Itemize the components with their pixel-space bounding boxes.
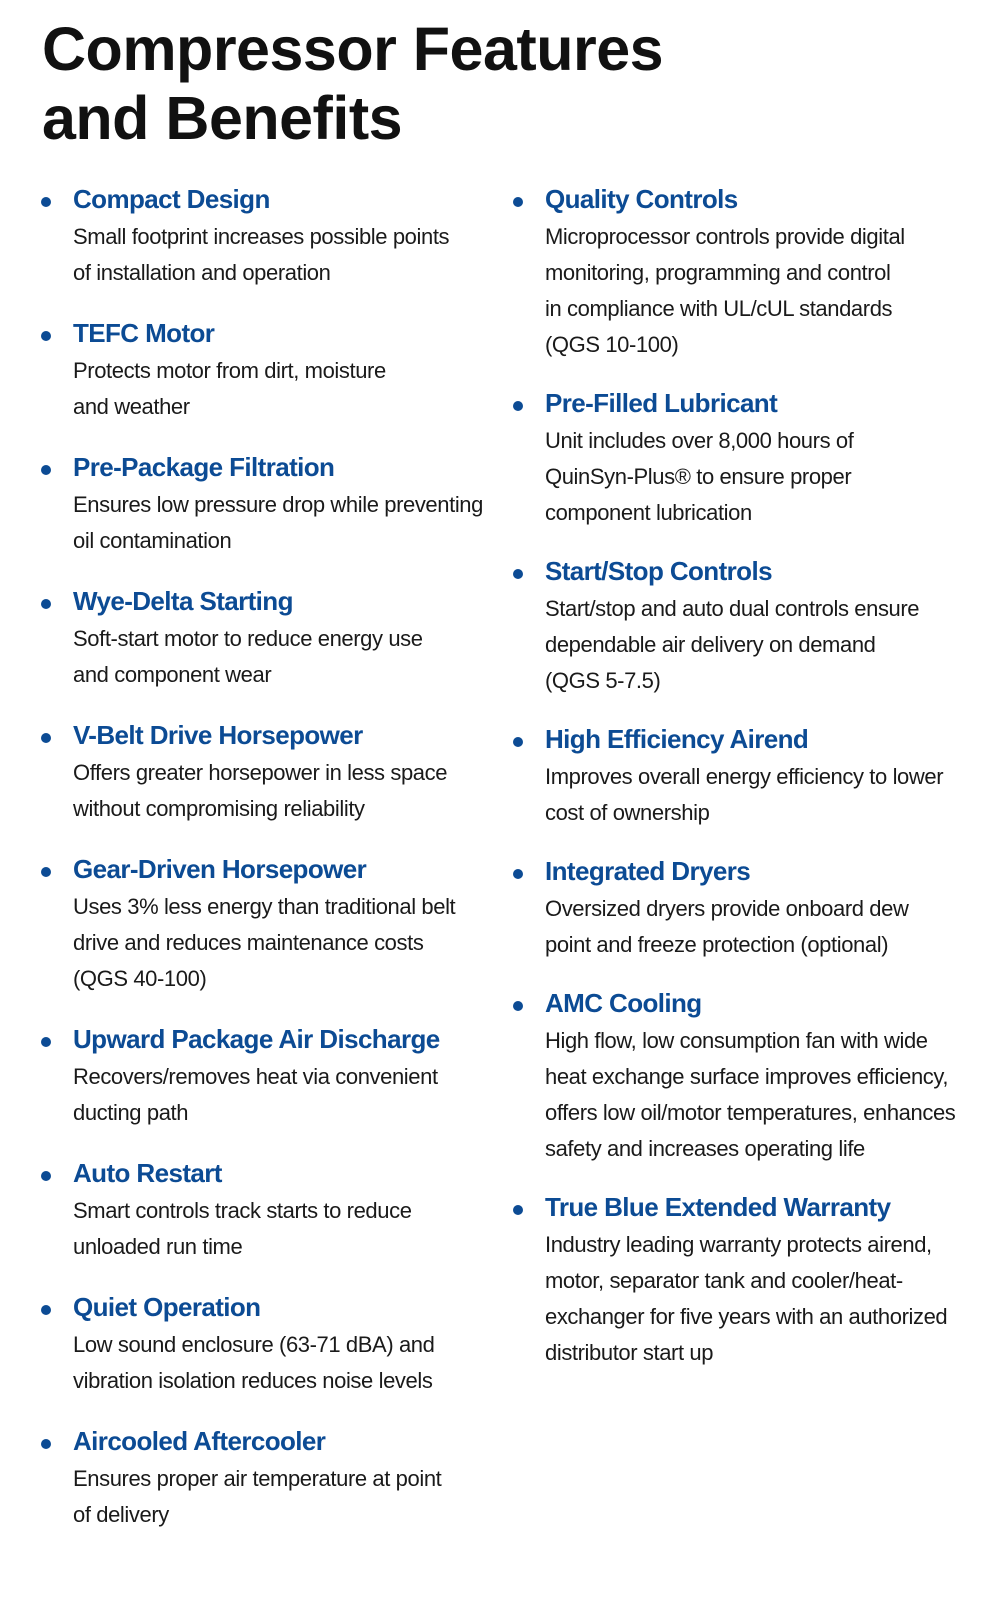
feature-description <box>73 1193 511 1265</box>
feature-title: High Efficiency Airend <box>545 724 809 754</box>
feature-description <box>545 423 983 531</box>
bullet-icon <box>41 331 51 341</box>
feature-description-line: Protects motor from dirt, moisture <box>73 358 386 383</box>
feature-title: Auto Restart <box>73 1158 222 1188</box>
feature-description-line: exchanger for five years with an authorized <box>545 1304 948 1329</box>
feature-description-line: vibration isolation reduces noise levels <box>73 1368 433 1393</box>
feature-title: Upward Package Air Discharge <box>73 1024 440 1054</box>
bullet-icon <box>513 1205 523 1215</box>
page-title-line-1: Compressor Features <box>42 15 664 83</box>
bullet-icon <box>41 599 51 609</box>
feature-title: Compact Design <box>73 184 270 214</box>
feature-description <box>545 591 983 699</box>
bullet-icon <box>41 1439 51 1449</box>
feature-description-line: point and freeze protection (optional) <box>545 932 889 957</box>
feature-description <box>545 219 983 363</box>
feature-title: AMC Cooling <box>545 988 702 1018</box>
feature-description-line: drive and reduces maintenance costs <box>73 930 424 955</box>
feature-item <box>41 449 511 559</box>
feature-description-line: Low sound enclosure (63-71 dBA) and <box>73 1332 435 1357</box>
feature-description-line: ducting path <box>73 1100 189 1125</box>
bullet-icon <box>41 197 51 207</box>
feature-description <box>73 353 511 425</box>
feature-item <box>513 985 983 1167</box>
feature-description <box>73 219 511 291</box>
features-column-right <box>513 181 983 1393</box>
feature-description-line: oil contamination <box>73 528 232 553</box>
feature-description-line: cost of ownership <box>545 800 710 825</box>
feature-description-line: Microprocessor controls provide digital <box>545 224 905 249</box>
feature-title: Start/Stop Controls <box>545 556 772 586</box>
feature-description <box>73 1059 511 1131</box>
feature-title: Wye-Delta Starting <box>73 586 293 616</box>
feature-description-line: of delivery <box>73 1502 169 1527</box>
feature-item <box>513 853 983 963</box>
feature-description-line: motor, separator tank and cooler/heat- <box>545 1268 903 1293</box>
features-column-left <box>41 181 511 1557</box>
feature-item <box>41 851 511 997</box>
bullet-icon <box>41 1305 51 1315</box>
feature-item <box>513 385 983 531</box>
feature-item <box>41 1289 511 1399</box>
feature-title: True Blue Extended Warranty <box>545 1192 891 1222</box>
feature-item <box>41 1155 511 1265</box>
feature-description <box>545 1023 983 1167</box>
feature-item <box>513 1189 983 1371</box>
bullet-icon <box>41 733 51 743</box>
feature-description-line: (QGS 40-100) <box>73 966 207 991</box>
page-title-line-2: and Benefits <box>42 84 403 152</box>
feature-description <box>73 755 511 827</box>
feature-item <box>513 181 983 363</box>
feature-title: Integrated Dryers <box>545 856 751 886</box>
feature-description <box>73 889 511 997</box>
feature-description-line: Small footprint increases possible points <box>73 224 450 249</box>
feature-description-line: unloaded run time <box>73 1234 243 1259</box>
feature-title: Aircooled Aftercooler <box>73 1426 326 1456</box>
feature-description-line: distributor start up <box>545 1340 714 1365</box>
feature-item <box>41 1423 511 1533</box>
feature-title: Pre-Filled Lubricant <box>545 388 778 418</box>
feature-item <box>41 717 511 827</box>
feature-title: TEFC Motor <box>73 318 215 348</box>
feature-description-line: monitoring, programming and control <box>545 260 891 285</box>
bullet-icon <box>41 1171 51 1181</box>
feature-description-line: Ensures proper air temperature at point <box>73 1466 442 1491</box>
feature-description-line: in compliance with UL/cUL standards <box>545 296 893 321</box>
page-title <box>42 15 663 153</box>
bullet-icon <box>513 401 523 411</box>
feature-description-line: and weather <box>73 394 190 419</box>
feature-title: Gear-Driven Horsepower <box>73 854 367 884</box>
feature-description-line: Soft-start motor to reduce energy use <box>73 626 423 651</box>
feature-description-line: (QGS 5-7.5) <box>545 668 661 693</box>
bullet-icon <box>513 737 523 747</box>
feature-description-line: component lubrication <box>545 500 752 525</box>
feature-description <box>73 487 511 559</box>
feature-description-line: offers low oil/motor temperatures, enhances <box>545 1100 956 1125</box>
feature-item <box>513 721 983 831</box>
feature-description-line: Recovers/removes heat via convenient <box>73 1064 438 1089</box>
bullet-icon <box>41 867 51 877</box>
feature-description-line: (QGS 10-100) <box>545 332 679 357</box>
feature-item <box>513 553 983 699</box>
feature-description-line: Uses 3% less energy than traditional belt <box>73 894 456 919</box>
feature-description-line: heat exchange surface improves efficiency, <box>545 1064 949 1089</box>
feature-description-line: QuinSyn-Plus® to ensure proper <box>545 464 852 489</box>
feature-description <box>73 1461 511 1533</box>
feature-description <box>545 891 983 963</box>
feature-description <box>73 621 511 693</box>
feature-description-line: Industry leading warranty protects airend, <box>545 1232 932 1257</box>
feature-description <box>73 1327 511 1399</box>
feature-title: Pre-Package Filtration <box>73 452 335 482</box>
feature-item <box>41 1021 511 1131</box>
feature-description-line: Offers greater horsepower in less space <box>73 760 448 785</box>
feature-description-line: Unit includes over 8,000 hours of <box>545 428 854 453</box>
bullet-icon <box>513 869 523 879</box>
feature-description-line: Improves overall energy efficiency to lower <box>545 764 944 789</box>
feature-description <box>545 759 983 831</box>
feature-description-line: and component wear <box>73 662 272 687</box>
bullet-icon <box>513 197 523 207</box>
feature-description-line: dependable air delivery on demand <box>545 632 876 657</box>
feature-title: Quiet Operation <box>73 1292 261 1322</box>
feature-description <box>545 1227 983 1371</box>
feature-description-line: Smart controls track starts to reduce <box>73 1198 412 1223</box>
feature-description-line: Oversized dryers provide onboard dew <box>545 896 909 921</box>
feature-item <box>41 315 511 425</box>
feature-description-line: Start/stop and auto dual controls ensure <box>545 596 920 621</box>
bullet-icon <box>41 1037 51 1047</box>
bullet-icon <box>513 1001 523 1011</box>
feature-description-line: Ensures low pressure drop while preventing <box>73 492 483 517</box>
feature-item <box>41 583 511 693</box>
feature-description-line: without compromising reliability <box>73 796 365 821</box>
feature-title: Quality Controls <box>545 184 738 214</box>
feature-description-line: High flow, low consumption fan with wide <box>545 1028 928 1053</box>
feature-description-line: safety and increases operating life <box>545 1136 865 1161</box>
feature-description-line: of installation and operation <box>73 260 331 285</box>
bullet-icon <box>513 569 523 579</box>
feature-title: V-Belt Drive Horsepower <box>73 720 363 750</box>
feature-item <box>41 181 511 291</box>
bullet-icon <box>41 465 51 475</box>
